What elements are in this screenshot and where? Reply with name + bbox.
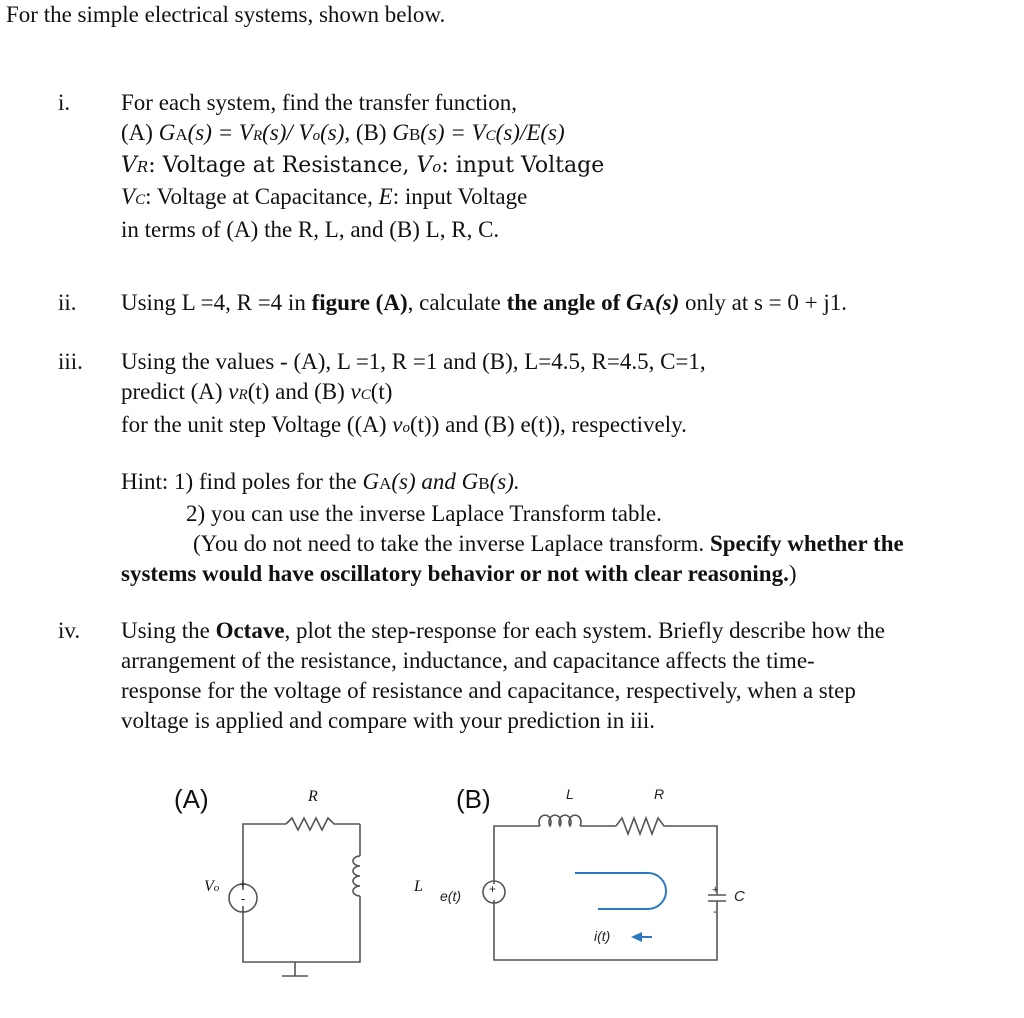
hint-line3: (You do not need to take the inverse Laplace transform. Specify whether the — [193, 531, 904, 556]
item-ii-number: ii. — [58, 290, 77, 315]
circuit-a-diagram — [200, 800, 400, 1000]
circuit-b-cap-minus: - — [713, 906, 717, 918]
item-iv-number: iv. — [58, 618, 81, 643]
hint-line4: systems would have oscillatory behavior or not with clear reasoning.) — [121, 561, 797, 586]
item-i-line1: For each system, find the transfer function, — [121, 90, 517, 115]
circuit-a-minus: - — [241, 891, 246, 906]
item-iii-line1: Using the values - (A), L =1, R =1 and (B), L=4.5, R=4.5, C=1, — [121, 349, 706, 374]
hint-line1: Hint: 1) find poles for the GA(s) and GB(s). — [121, 469, 520, 494]
item-iii-number: iii. — [58, 349, 83, 374]
item-iv-line2: arrangement of the resistance, inductance, and capacitance affects the time- — [121, 648, 815, 673]
circuit-b-c-label: C — [734, 888, 745, 905]
figure-a-label: (A) — [174, 784, 209, 814]
figure-b-label: (B) — [456, 784, 491, 814]
item-iv-line4: voltage is applied and compare with your prediction in iii. — [121, 708, 655, 733]
hint-line2: 2) you can use the inverse Laplace Transform table. — [186, 501, 662, 526]
item-iv-line1: Using the Octave, plot the step-response for each system. Briefly describe how the — [121, 618, 885, 643]
item-iv — [121, 616, 885, 736]
item-i-line3: VR: Voltage at Resistance, Vo: input Voltage — [121, 153, 605, 178]
item-iii-line2: predict (A) vR(t) and (B) vC(t) — [121, 379, 393, 404]
item-iii-line3: for the unit step Voltage ((A) vo(t)) and (B) e(t)), respectively. — [121, 412, 687, 437]
circuit-b-cap-plus: + — [712, 884, 719, 896]
intro-text: For the simple electrical systems, shown below. — [6, 2, 446, 27]
item-iv-line3: response for the voltage of resistance and capacitance, respectively, when a step — [121, 678, 856, 703]
circuit-b-l-label: L — [566, 786, 574, 802]
item-ii: Using L =4, R =4 in figure (A), calculate the angle of GA(s) only at s = 0 + j1. — [121, 290, 848, 315]
item-i-line5: in terms of (A) the R, L, and (B) L, R, C. — [121, 217, 500, 242]
circuit-a-l-label: L — [414, 878, 423, 895]
circuit-a-plus: + — [239, 876, 247, 891]
item-i — [121, 88, 604, 245]
item-i-line2: (A) GA(s) = VR(s)/ Vo(s), (B) GB(s) = VC(s)/E(s) — [121, 120, 565, 145]
circuit-b-diagram — [480, 800, 750, 970]
hint-block — [121, 467, 904, 589]
circuit-b-e-label: e(t) — [440, 888, 461, 904]
item-i-line4: VC: Voltage at Capacitance, E: input Voltage — [121, 184, 528, 209]
circuit-a-r-label: R — [308, 788, 318, 805]
circuit-b-plus: + — [489, 882, 497, 896]
circuit-b-i-label: i(t) — [594, 928, 611, 944]
item-iii — [121, 347, 706, 443]
circuit-a-vo-label: Vo — [204, 878, 220, 895]
circuit-b-r-label: R — [654, 786, 665, 802]
item-i-number: i. — [58, 90, 71, 115]
